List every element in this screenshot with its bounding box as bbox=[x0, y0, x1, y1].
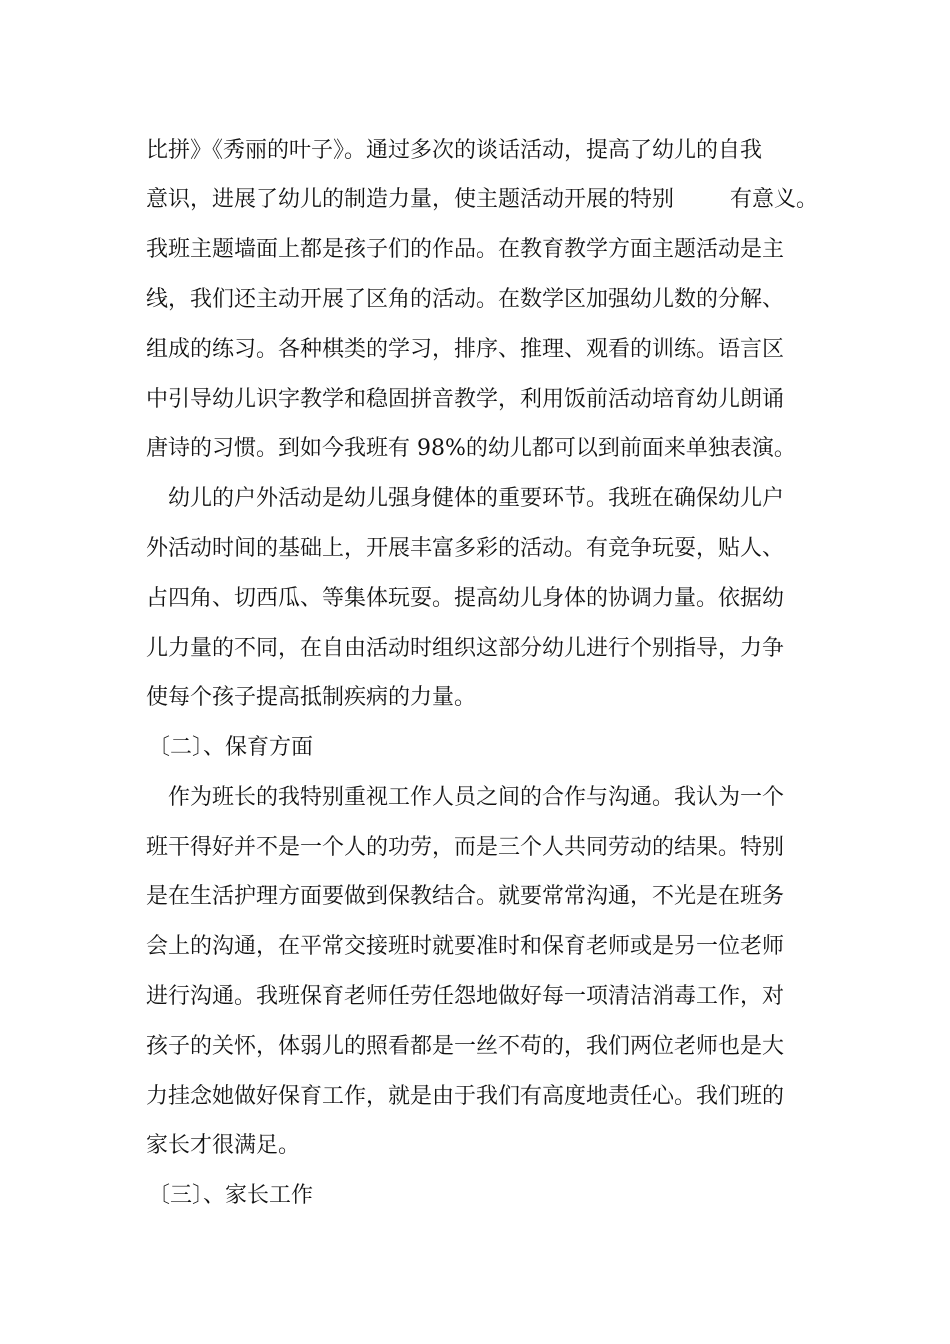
text-line: 班干得好并不是一个人的功劳，而是三个人共同劳动的结果。特别 bbox=[146, 835, 785, 860]
text-line: 意识，进展了幼儿的制造力量，使主题活动开展的特别 有意义。 bbox=[146, 187, 818, 212]
text-line: 组成的练习。各种棋类的学习，排序、推理、观看的训练。语言区 bbox=[146, 337, 785, 362]
text-line: 力挂念她做好保育工作，就是由于我们有高度地责任心。我们班的 bbox=[146, 1084, 785, 1109]
section-heading: 〔二〕、保育方面 bbox=[148, 735, 314, 760]
section-heading: 〔三〕、家长工作 bbox=[148, 1183, 314, 1208]
text-line: 线，我们还主动开展了区角的活动。在数学区加强幼儿数的分解、 bbox=[146, 287, 785, 312]
text-line: 进行沟通。我班保育老师任劳任怨地做好每一项清洁消毒工作，对 bbox=[146, 984, 785, 1009]
text-line: 比拼》《秀丽的叶子》。通过多次的谈话活动，提高了幼儿的自我 bbox=[146, 138, 763, 163]
text-line: 使每个孩子提高抵制疾病的力量。 bbox=[146, 685, 477, 710]
text-line: 中引导幼儿识字教学和稳固拼音教学，利用饭前活动培育幼儿朗诵 bbox=[146, 387, 785, 412]
text-line: 会上的沟通，在平常交接班时就要准时和保育老师或是另一位老师 bbox=[146, 934, 785, 959]
text-line: 孩子的关怀，体弱儿的照看都是一丝不苟的，我们两位老师也是大 bbox=[146, 1034, 785, 1059]
text-line: 外活动时间的基础上，开展丰富多彩的活动。有竞争玩耍，贴人、 bbox=[146, 536, 785, 561]
text-line: 是在生活护理方面要做到保教结合。就要常常沟通，不光是在班务 bbox=[146, 884, 785, 909]
text-line: 我班主题墙面上都是孩子们的作品。在教育教学方面主题活动是主 bbox=[146, 237, 785, 262]
text-line: 唐诗的习惯。到如今我班有 98%的幼儿都可以到前面来单独表演。 bbox=[146, 436, 796, 461]
text-line: 幼儿的户外活动是幼儿强身健体的重要环节。我班在确保幼儿户 bbox=[168, 486, 785, 511]
text-line: 儿力量的不同，在自由活动时组织这部分幼儿进行个别指导，力争 bbox=[146, 636, 785, 661]
text-line: 家长才很满足。 bbox=[146, 1133, 301, 1158]
text-line: 作为班长的我特别重视工作人员之间的合作与沟通。我认为一个 bbox=[168, 785, 785, 810]
text-line: 占四角、切西瓜、等集体玩耍。提高幼儿身体的协调力量。依据幼 bbox=[146, 586, 785, 611]
